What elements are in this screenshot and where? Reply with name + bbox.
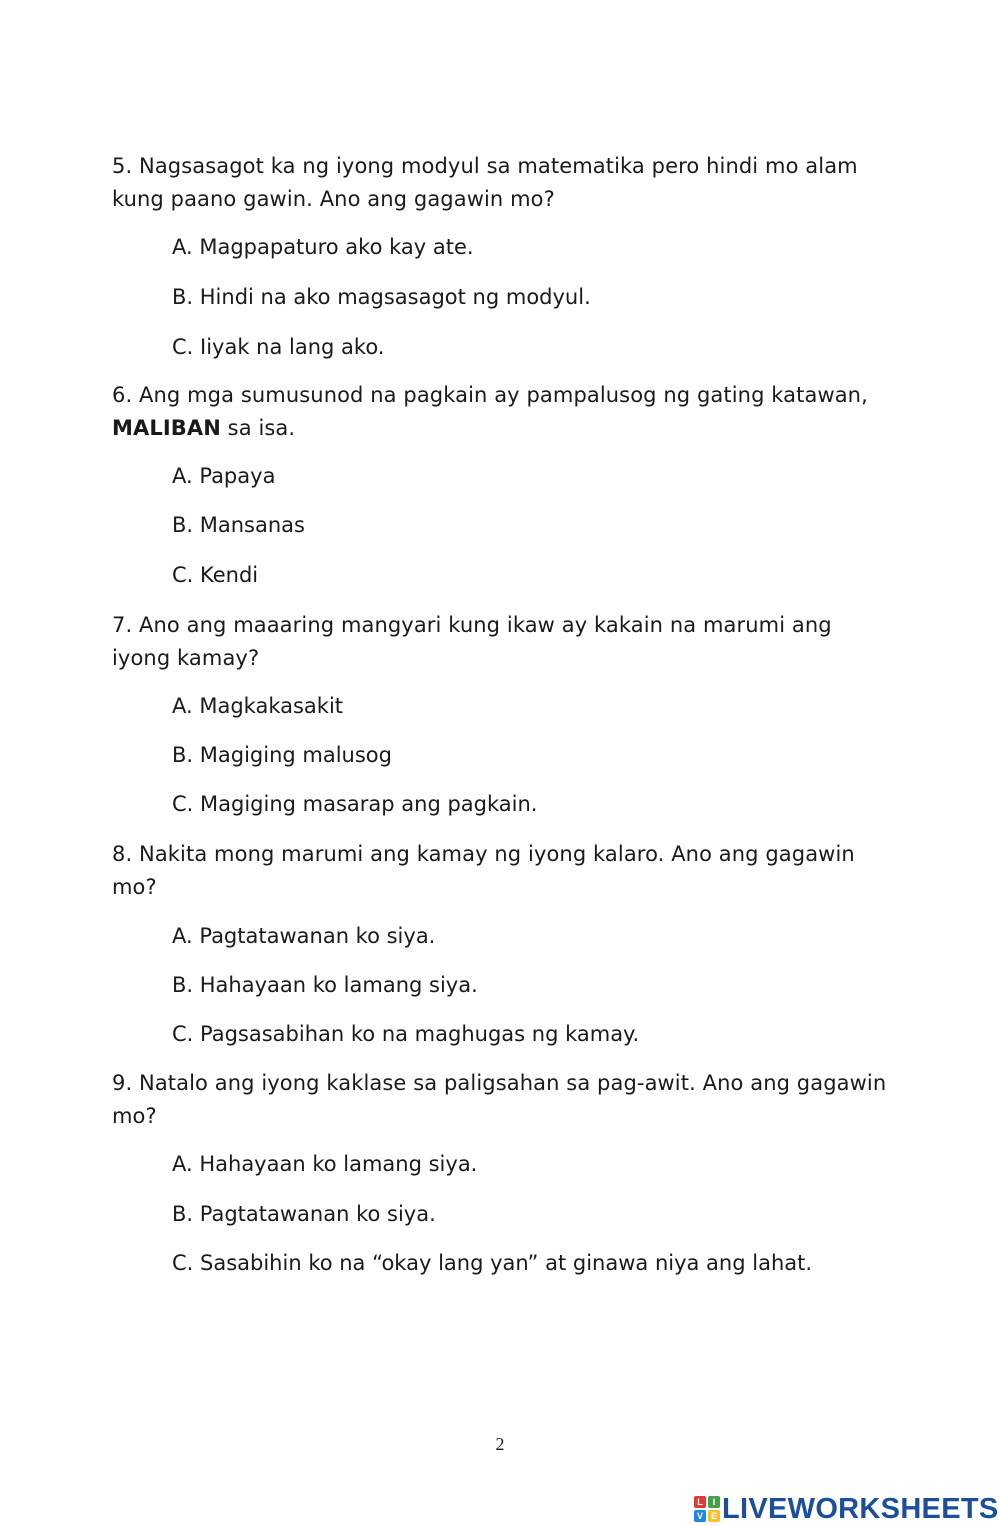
logo-letter: V <box>694 1510 706 1522</box>
question-6-emphasis: MALIBAN <box>112 416 221 440</box>
question-5-option-b: B. Hindi na ako magsasagot ng modyul. <box>172 285 591 309</box>
question-5-option-c: C. Iiyak na lang ako. <box>172 335 385 359</box>
logo-letter: I <box>708 1496 720 1508</box>
question-7-option-b: B. Magiging malusog <box>172 743 392 767</box>
page-number: 2 <box>495 1434 505 1454</box>
question-6-option-b: B. Mansanas <box>172 513 305 537</box>
question-9-option-a: A. Hahayaan ko lamang siya. <box>172 1152 478 1176</box>
question-7-stem: 7. Ano ang maaaring mangyari kung ikaw ay kakain na marumi ang iyong kamay? <box>112 613 832 670</box>
question-6-stem-text: 6. Ang mga sumusunod na pagkain ay pampalusog ng gating katawan, <box>112 383 868 407</box>
logo-letter: L <box>694 1496 706 1508</box>
question-8-option-c: C. Pagsasabihan ko na maghugas ng kamay. <box>172 1022 640 1046</box>
logo-letter: E <box>708 1510 720 1522</box>
liveworksheets-logo-icon <box>694 1496 720 1522</box>
question-8-stem: 8. Nakita mong marumi ang kamay ng iyong kalaro. Ano ang gagawin mo? <box>112 842 855 899</box>
question-9-option-b: B. Pagtatawanan ko siya. <box>172 1202 436 1226</box>
question-7-option-a: A. Magkakasakit <box>172 694 344 718</box>
question-8-option-b: B. Hahayaan ko lamang siya. <box>172 973 478 997</box>
question-5-stem: 5. Nagsasagot ka ng iyong modyul sa matematika pero hindi mo alam kung paano gawin. Ano ang gagawin mo? <box>112 154 858 211</box>
brand-name: LIVEWORKSHEETS <box>722 1492 999 1525</box>
question-8-option-a: A. Pagtatawanan ko siya. <box>172 924 436 948</box>
question-7-option-c: C. Magiging masarap ang pagkain. <box>172 792 538 816</box>
question-6-stem <box>112 379 892 445</box>
question-9-option-c: C. Sasabihin ko na “okay lang yan” at ginawa niya ang lahat. <box>172 1251 813 1275</box>
question-6-option-c: C. Kendi <box>172 563 259 587</box>
question-5-option-a: A. Magpapaturo ako kay ate. <box>172 235 474 259</box>
question-6-option-a: A. Papaya <box>172 464 276 488</box>
question-9-stem: 9. Natalo ang iyong kaklase sa paligsahan sa pag-awit. Ano ang gagawin mo? <box>112 1071 887 1128</box>
question-6-stem-end: sa isa. <box>220 416 296 440</box>
liveworksheets-brand[interactable] <box>694 1492 999 1526</box>
